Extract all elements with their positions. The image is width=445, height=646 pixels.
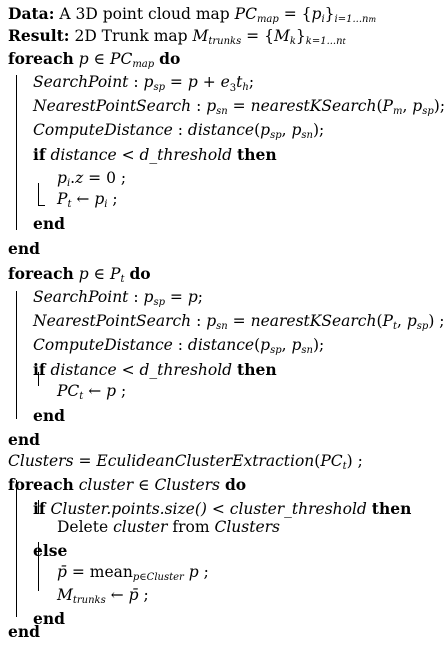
end-if-3: end: [33, 609, 65, 628]
end-foreach-3: end: [8, 622, 40, 641]
end-foreach-2: end: [8, 430, 40, 449]
if-line-1: if distance < d_threshold then: [33, 145, 277, 164]
mean-assign-line: p̄ = mean$_{p\in Cluster}$ p ;: [57, 563, 209, 583]
block-bar-foreach-3: [16, 480, 17, 617]
compute-distance-line-1: ComputeDistance : $distance(p_{sp}$, $p_{sn}$);: [33, 121, 325, 141]
foreach-line-2: foreach p ∈ $P_t$ do: [8, 264, 151, 285]
clusters-assign-line: Clusters = $EculideanClusterExtraction(PC_t)$ ;: [8, 452, 363, 472]
if-line-3: if Cluster.points.size() < cluster_threshold then: [33, 499, 412, 518]
else-line: else: [33, 541, 68, 560]
end-if-1: end: [33, 214, 65, 233]
delete-cluster-line: Delete cluster from Clusters: [57, 518, 281, 536]
search-point-line-2: SearchPoint : $p_{sp} = p$;: [33, 288, 203, 308]
data-line: Data: A 3D point cloud map $PC_{map} = \{p_i\}_{i=1...nm}$: [8, 4, 377, 25]
if-line-2: if distance < d_threshold then: [33, 360, 277, 379]
foreach-line-3: foreach cluster ∈ Clusters do: [8, 475, 247, 494]
search-point-line-1: SearchPoint : $p_{sp} = p + e_3t_h$;: [33, 73, 255, 95]
nearest-search-line-1: NearestPointSearch : $p_{sn}$ = $nearestKSearch(P_m$, $p_{sp}$);: [33, 97, 445, 117]
nearest-search-line-2: NearestPointSearch : $p_{sn}$ = $nearestKSearch(P_t$, $p_{sp}$) ;: [33, 312, 445, 332]
block-tick-if-1: [38, 205, 45, 206]
mtrunks-add-line: $M_{trunks}$ ← p̄ ;: [57, 586, 149, 606]
end-foreach-1: end: [8, 239, 40, 258]
end-if-2: end: [33, 406, 65, 425]
block-bar-foreach-1: [16, 75, 17, 230]
result-line: Result: 2D Trunk map $M_{trunks} = \{M_k\}_{k=1...nt}$: [8, 26, 346, 47]
block-bar-if-1: [38, 183, 39, 206]
block-bar-foreach-2: [16, 291, 17, 419]
assign-z-line: $p_i.z = 0$ ;: [57, 169, 127, 189]
compute-distance-line-2: ComputeDistance : $distance(p_{sp}$, $p_{sn}$);: [33, 336, 325, 356]
foreach-line-1: foreach p ∈ $PC_{map}$ do: [8, 49, 181, 70]
pt-add-line: $P_t$ ← $p_i$ ;: [57, 190, 118, 210]
pct-add-line: $PC_t$ ← p ;: [57, 382, 127, 402]
